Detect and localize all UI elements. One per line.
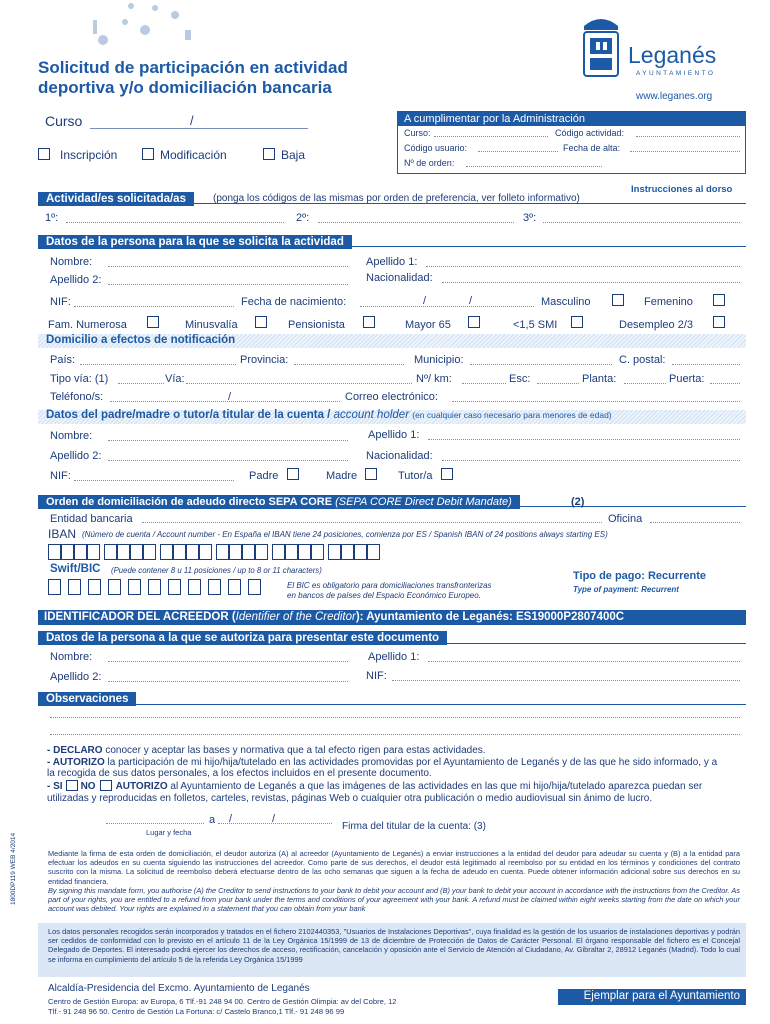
- actividad-1-field[interactable]: [66, 213, 284, 223]
- iban-char-box[interactable]: [130, 544, 143, 560]
- padre-nombre-label: Nombre:: [50, 430, 93, 442]
- firma-titular-label: Firma del titular de la cuenta: (3): [342, 821, 486, 832]
- entidad-label: Entidad bancaria: [50, 513, 133, 525]
- form-title: Solicitud de participación en actividad deportiva y/o domiciliación bancaria: [38, 58, 348, 97]
- modificacion-label: Modificación: [160, 148, 227, 162]
- persona-fecha-nac-label: Fecha de nacimiento:: [241, 296, 347, 308]
- padre-nombre-field[interactable]: [108, 431, 348, 441]
- oficina-label: Oficina: [608, 513, 643, 525]
- iban-char-box[interactable]: [255, 544, 268, 560]
- footer-centros-1: Centro de Gestión Europa: av Europa, 6 Tlf.-91 248 94 00. Centro de Gestión Olimpia: av del Cobre, 12: [48, 997, 397, 1006]
- tipo-via-label: Tipo vía: (1): [50, 373, 109, 385]
- autorizada-section-title: Datos de la persona a la que se autoriza para presentar este documento: [38, 631, 447, 645]
- entidad-field[interactable]: [142, 513, 602, 523]
- iban-char-box[interactable]: [87, 544, 100, 560]
- persona-fecha-nac-field[interactable]: [360, 297, 534, 307]
- bic-char-box[interactable]: [248, 579, 261, 595]
- decorative-emblem-graphic: [85, 0, 205, 50]
- mayor65-label: Mayor 65: [405, 319, 451, 331]
- sepa-ref: (2): [571, 496, 585, 508]
- puerta-field[interactable]: [710, 374, 740, 384]
- planta-label: Planta:: [582, 373, 617, 385]
- pais-field[interactable]: [80, 355, 236, 365]
- autorizada-nif-field[interactable]: [392, 671, 740, 681]
- fecha-slash-1: /: [229, 813, 233, 825]
- fam-numerosa-label: Fam. Numerosa: [48, 319, 127, 331]
- actividad-3-label: 3º:: [523, 212, 537, 224]
- via-label: Vía:: [165, 373, 185, 385]
- tipo-via-field[interactable]: [118, 374, 164, 384]
- planta-field[interactable]: [624, 374, 666, 384]
- bic-char-box[interactable]: [88, 579, 101, 595]
- baja-label: Baja: [281, 148, 306, 162]
- actividad-3-field[interactable]: [543, 213, 740, 223]
- iban-char-box[interactable]: [160, 544, 173, 560]
- persona-nacionalidad-label: Nacionalidad:: [366, 272, 433, 284]
- footer-centros-2: Tlf.- 91 248 96 50. Centro de Gestión La Fortuna: c/ Castelo Branco,1 Tlf.- 91 248 96 99: [48, 1007, 345, 1016]
- bic-char-box[interactable]: [168, 579, 181, 595]
- padre-nacionalidad-label: Nacionalidad:: [366, 450, 433, 462]
- admin-codigo-usuario-field[interactable]: [478, 142, 558, 152]
- inscripcion-checkbox[interactable]: [38, 148, 50, 160]
- modificacion-checkbox[interactable]: [142, 148, 154, 160]
- bic-note-line2: en bancos de países del Espacio Económico Europeo.: [287, 591, 481, 600]
- acreedor-bar: IDENTIFICADOR DEL ACREEDOR (Identifier of the Creditor): Ayuntamiento de Leganés: ES19000P2807400C: [38, 610, 746, 625]
- iban-char-box[interactable]: [328, 544, 341, 560]
- admin-curso-label: Curso:: [404, 128, 431, 138]
- curso-input[interactable]: [90, 117, 308, 129]
- admin-codigo-actividad-label: Código actividad:: [555, 128, 625, 138]
- provincia-label: Provincia:: [240, 354, 289, 366]
- logo-subtitle: AYUNTAMIENTO: [636, 70, 716, 77]
- bic-char-box[interactable]: [108, 579, 121, 595]
- persona-apellido1-label: Apellido 1:: [366, 256, 418, 268]
- iban-char-box[interactable]: [173, 544, 186, 560]
- leganes-coat-of-arms-icon: [578, 12, 624, 84]
- iban-char-box[interactable]: [341, 544, 354, 560]
- persona-apellido2-field[interactable]: [108, 275, 348, 285]
- lugar-field[interactable]: [106, 814, 204, 824]
- fecha-nac-slash-1: /: [423, 295, 427, 307]
- pensionista-checkbox[interactable]: [363, 316, 375, 328]
- telefonos-field[interactable]: [110, 392, 340, 402]
- desempleo-checkbox[interactable]: [713, 316, 725, 328]
- lugar-fecha-caption: Lugar y fecha: [146, 828, 192, 837]
- num-km-label: Nº/ km:: [416, 373, 452, 385]
- autorizada-nif-label: NIF:: [366, 670, 387, 682]
- correo-label: Correo electrónico:: [345, 391, 438, 403]
- desempleo-label: Desempleo 2/3: [619, 319, 693, 331]
- imagenes-si-checkbox[interactable]: [66, 780, 78, 791]
- iban-char-box[interactable]: [104, 544, 117, 560]
- iban-char-box[interactable]: [61, 544, 74, 560]
- bic-char-box[interactable]: [208, 579, 221, 595]
- admin-fecha-alta-field[interactable]: [630, 142, 740, 152]
- minusvalia-label: Minusvalía: [185, 319, 238, 331]
- smi-label: <1,5 SMI: [513, 319, 558, 331]
- iban-char-box[interactable]: [242, 544, 255, 560]
- swift-label: Swift/BIC: [50, 563, 101, 575]
- tutor-checkbox[interactable]: [441, 468, 453, 480]
- persona-nombre-field[interactable]: [108, 257, 348, 267]
- oficina-field[interactable]: [650, 513, 740, 523]
- femenino-label: Femenino: [644, 296, 693, 308]
- admin-num-orden-field[interactable]: [466, 157, 602, 167]
- telefonos-label: Teléfono/s:: [50, 391, 104, 403]
- esc-field[interactable]: [537, 374, 579, 384]
- persona-apellido1-field[interactable]: [426, 257, 740, 267]
- autorizada-apellido2-field[interactable]: [108, 672, 348, 682]
- tipo-payment: Type of payment: Recurrent: [573, 585, 679, 594]
- madre-checkbox[interactable]: [365, 468, 377, 480]
- iban-char-box[interactable]: [186, 544, 199, 560]
- form-code: 1800DP119 WEB 4/2014: [10, 832, 17, 905]
- bic-char-box[interactable]: [128, 579, 141, 595]
- autorizada-apellido1-label: Apellido 1:: [368, 651, 420, 663]
- iban-char-box[interactable]: [298, 544, 311, 560]
- sepa-section-title: Orden de domiciliación de adeudo directo SEPA CORE (SEPA CORE Direct Debit Mandate): [38, 495, 520, 509]
- persona-section-title: Datos de la persona para la que se solicita la actividad: [38, 235, 352, 249]
- iban-char-box[interactable]: [143, 544, 156, 560]
- persona-apellido2-label: Apellido 2:: [50, 274, 102, 286]
- iban-char-box[interactable]: [272, 544, 285, 560]
- iban-char-box[interactable]: [216, 544, 229, 560]
- autorizada-apellido1-field[interactable]: [428, 652, 740, 662]
- logo-name: Leganés: [628, 42, 717, 68]
- madre-option-label: Madre: [326, 470, 358, 482]
- telefonos-slash: /: [228, 391, 232, 403]
- baja-checkbox[interactable]: [263, 148, 275, 160]
- ejemplar-label: Ejemplar para el Ayuntamiento: [558, 989, 746, 1005]
- femenino-checkbox[interactable]: [713, 294, 725, 306]
- website-link[interactable]: www.leganes.org: [636, 91, 713, 102]
- municipio-label: Municipio:: [414, 354, 464, 366]
- puerta-label: Puerta:: [669, 373, 705, 385]
- padre-section-title: Datos del padre/madre o tutor/a titular de la cuenta / account holder (en cualquier caso necesario para menores de edad): [46, 409, 612, 421]
- padre-nif-label: NIF:: [50, 470, 71, 482]
- minusvalia-checkbox[interactable]: [255, 316, 267, 328]
- iban-char-box[interactable]: [285, 544, 298, 560]
- observaciones-title: Observaciones: [38, 692, 136, 706]
- bic-char-box[interactable]: [228, 579, 241, 595]
- smi-checkbox[interactable]: [571, 316, 583, 328]
- iban-char-box[interactable]: [311, 544, 324, 560]
- legal-spanish: Mediante la firma de esta orden de domiciliación, el deudor autoriza (A) al acreedor (Ayuntamiento de Leganés) a enviar instrucciones a la entidad del deudor para adeudar su cuenta y (B) a la entidad para efectuar los adeudos en su cuenta siguiendo las instrucciones del acreedor. Como parte de sus derechos, el deudor está legitimado al reembolso por su entidad en los términos y condiciones del contrato suscrito con la misma. La solicitud de reembolso deberá efectuarse dentro de las ocho semanas que siguen a la fecha de adeudo en cuenta. Puede obtener información adicional sobre sus derechos en su entidad financiera.: [48, 849, 740, 886]
- persona-nif-field[interactable]: [74, 297, 234, 307]
- imagenes-no-checkbox[interactable]: [100, 780, 112, 791]
- footer-alcaldia: Alcaldía-Presidencia del Excmo. Ayuntamiento de Leganés: [48, 983, 310, 994]
- admin-num-orden-label: Nº de orden:: [404, 158, 455, 168]
- domicilio-section-title: Domicilio a efectos de notificación: [46, 334, 236, 346]
- pais-label: País:: [50, 354, 76, 366]
- autorizada-nombre-field[interactable]: [108, 652, 348, 662]
- iban-note: (Número de cuenta / Account number - En España el IBAN tiene 24 posiciones, comienza por ES / Spanish IBAN of 24 positions always starting ES): [82, 530, 608, 539]
- proteccion-datos-text: Los datos personales recogidos serán incorporados y tratados en el fichero 2102440353, "Usuarios de Instalaciones Deportivas", cuya finalidad es la gestión de los usuarios de instalaciones deportivas y podrán ser cedidos de conformidad con lo previsto en el artículo 11 de la Ley Orgánica 15/1999 de 13 de diciembre de Protección de Datos de Carácter Personal. El órgano responsable del fichero es el Concejal Delegado de Deportes. El interesado podrá ejercer los derechos de acceso, rectificación, cancelación y oposición ante el Servicio de Atención al Ciudadano, Av. Gibraltar 2, 28912 Leganés (Madrid). Todo lo cual se informa en cumplimiento del artículo 5 de la referida Ley Orgánica 15/1999: [48, 927, 740, 964]
- padre-apellido2-field[interactable]: [108, 451, 348, 461]
- fecha-slash-2: /: [272, 813, 276, 825]
- actividad-2-field[interactable]: [318, 213, 514, 223]
- instrucciones-link[interactable]: Instrucciones al dorso: [631, 184, 733, 195]
- actividades-title: Actividad/es solicitada/as: [38, 192, 194, 206]
- admin-codigo-usuario-label: Código usuario:: [404, 143, 468, 153]
- actividades-note: (ponga los códigos de las mismas por orden de preferencia, ver folleto informativo): [213, 193, 580, 204]
- admin-fecha-alta-label: Fecha de alta:: [563, 143, 621, 153]
- iban-char-box[interactable]: [48, 544, 61, 560]
- curso-label: Curso: [45, 113, 83, 129]
- inscripcion-label: Inscripción: [60, 148, 118, 162]
- padre-apellido1-label: Apellido 1:: [368, 429, 420, 441]
- firma-a: a: [209, 814, 216, 826]
- cpostal-field[interactable]: [672, 355, 740, 365]
- padre-apellido1-field[interactable]: [428, 430, 740, 440]
- bic-char-box[interactable]: [48, 579, 61, 595]
- swift-note: (Puede contener 8 u 11 posiciones / up to 8 or 11 characters): [111, 566, 322, 575]
- observaciones-line-1[interactable]: [50, 708, 740, 718]
- persona-nif-label: NIF:: [50, 296, 71, 308]
- pensionista-label: Pensionista: [288, 319, 345, 331]
- padre-apellido2-label: Apellido 2:: [50, 450, 102, 462]
- legal-english: By signing this mandate form, you authorise (A) the Creditor to send instructions to your bank to debit your account and (B) your bank to debit your account in accordance with the instructions from the Creditor. As part of your rights, you are entitled to a refund from your bank under the terms and conditions of your agreement with your bank. A refund must be claimed within eight weeks starting from the date on which your account was debited. Your rights are explained in a statement that you can obtain from your bank: [48, 886, 740, 914]
- iban-char-box[interactable]: [229, 544, 242, 560]
- fecha-nac-slash-2: /: [469, 295, 473, 307]
- correo-field[interactable]: [452, 392, 740, 402]
- padre-nacionalidad-field[interactable]: [442, 451, 740, 461]
- observaciones-rule: [38, 704, 746, 705]
- iban-char-box[interactable]: [199, 544, 212, 560]
- municipio-field[interactable]: [470, 355, 612, 365]
- masculino-label: Masculino: [541, 296, 591, 308]
- observaciones-line-2[interactable]: [50, 725, 740, 735]
- curso-separator: /: [190, 113, 194, 128]
- fam-numerosa-checkbox[interactable]: [147, 316, 159, 328]
- iban-char-box[interactable]: [74, 544, 87, 560]
- via-field[interactable]: [186, 374, 412, 384]
- esc-label: Esc:: [509, 373, 531, 385]
- bic-char-box[interactable]: [68, 579, 81, 595]
- declaraciones: - DECLARO conocer y aceptar las bases y normativa que a tal efecto rigen para estas actividades. - AUTORIZO la participación de mi hijo/hija/tutelado en las actividades promovidas por el Ayuntamiento de Leganés y de las que he sido informado, y a la recogida de sus datos personales, a los efectos incluidos en el presente documento. - SI NO AUTORIZO al Ayuntamiento de Leganés a que las imágenes de las actividades en las que mi hijo/hija/tutelado aparezca puedan ser utilizadas y reproducidas en folletos, carteles, revistas, páginas Web o cualquier otra publicación o medio audiovisual sin ánimo de lucro.: [47, 745, 718, 804]
- admin-curso-field[interactable]: [434, 127, 548, 137]
- iban-char-box[interactable]: [367, 544, 380, 560]
- num-km-field[interactable]: [462, 374, 506, 384]
- iban-char-box[interactable]: [354, 544, 367, 560]
- iban-label: IBAN: [48, 527, 77, 541]
- persona-nacionalidad-field[interactable]: [442, 273, 740, 283]
- bic-note-line1: El BIC es obligatorio para domiciliaciones transfronterizas: [287, 581, 492, 590]
- iban-char-box[interactable]: [117, 544, 130, 560]
- admin-box-title: A cumplimentar por la Administración: [398, 112, 745, 126]
- tutor-option-label: Tutor/a: [398, 470, 433, 482]
- cpostal-label: C. postal:: [619, 354, 666, 366]
- padre-checkbox[interactable]: [287, 468, 299, 480]
- provincia-field[interactable]: [294, 355, 404, 365]
- actividad-1-label: 1º:: [45, 212, 59, 224]
- bic-char-box[interactable]: [148, 579, 161, 595]
- admin-codigo-actividad-field[interactable]: [636, 127, 740, 137]
- padre-option-label: Padre: [249, 470, 279, 482]
- autorizada-nombre-label: Nombre:: [50, 651, 93, 663]
- mayor65-checkbox[interactable]: [468, 316, 480, 328]
- persona-nombre-label: Nombre:: [50, 256, 93, 268]
- masculino-checkbox[interactable]: [612, 294, 624, 306]
- bic-char-box[interactable]: [188, 579, 201, 595]
- autorizada-apellido2-label: Apellido 2:: [50, 671, 102, 683]
- padre-nif-field[interactable]: [74, 471, 234, 481]
- actividad-2-label: 2º:: [296, 212, 310, 224]
- tipo-pago: Tipo de pago: Recurrente: [573, 570, 707, 582]
